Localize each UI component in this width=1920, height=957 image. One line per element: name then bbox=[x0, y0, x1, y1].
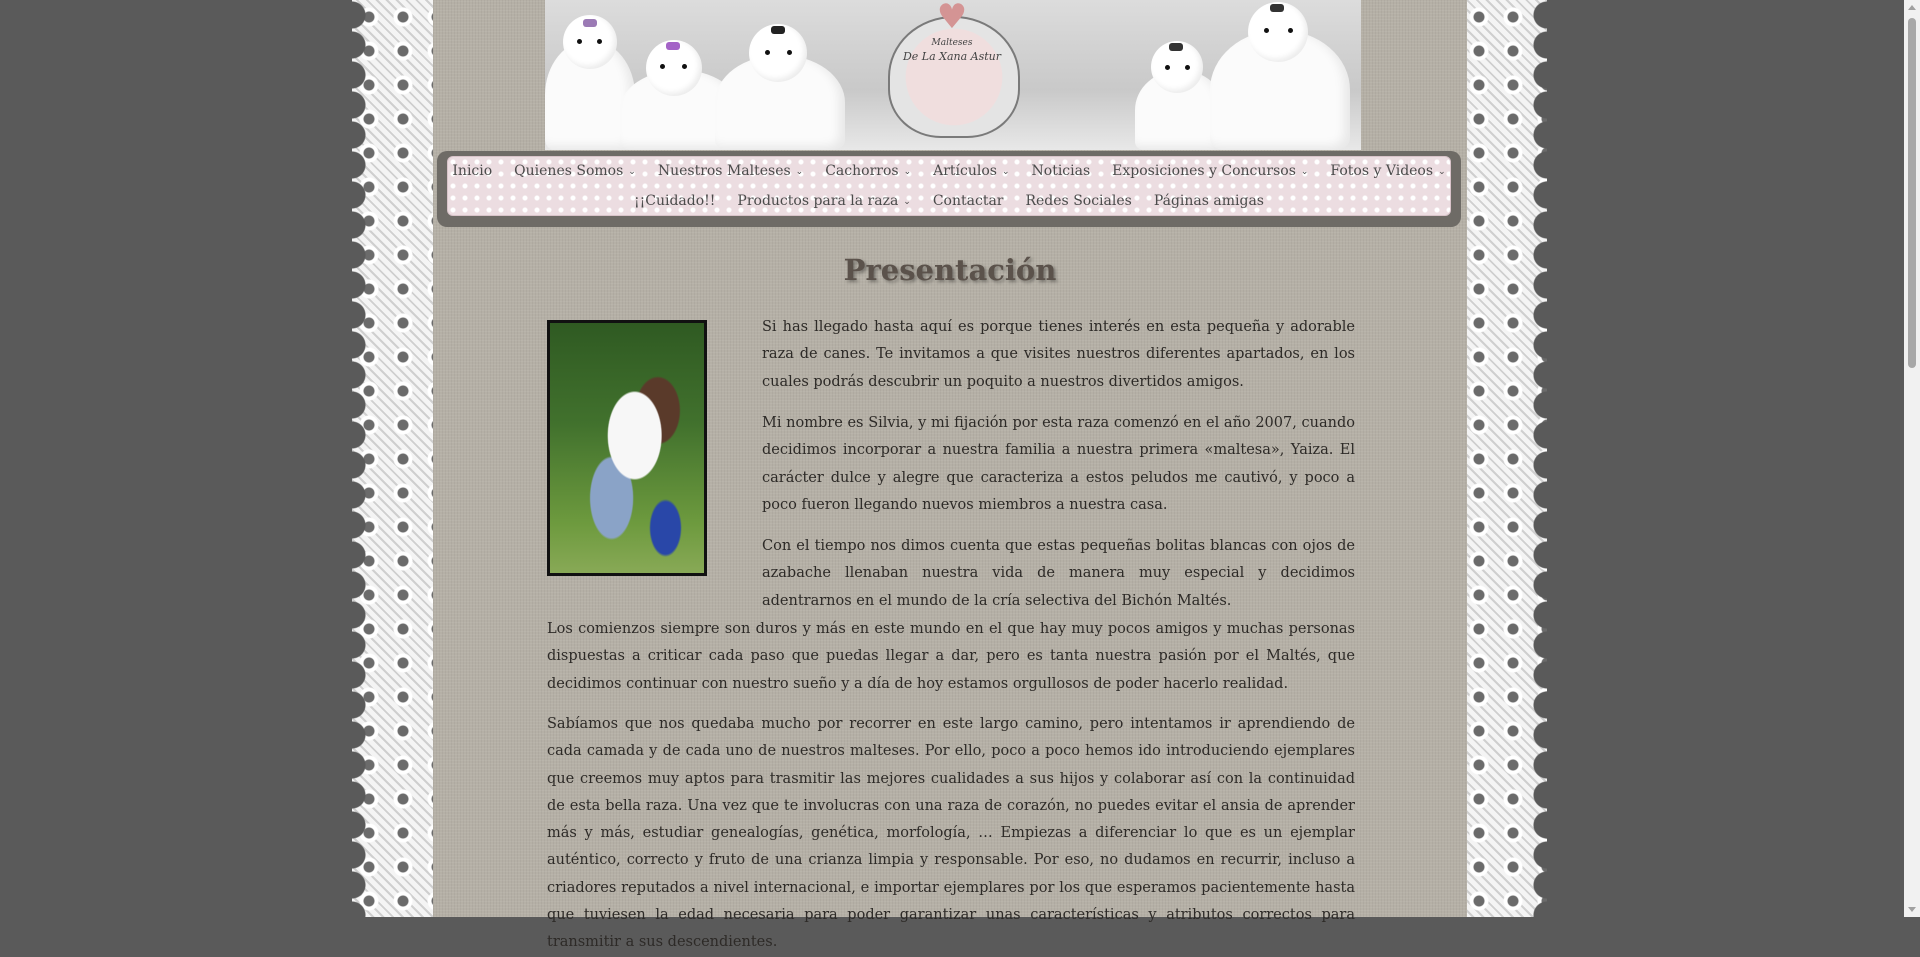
lace-border-right bbox=[1462, 0, 1547, 917]
nav-label: Artículos bbox=[933, 163, 997, 179]
heart-icon: ♥ bbox=[936, 0, 968, 37]
chevron-down-icon: ⌄ bbox=[1438, 167, 1446, 177]
nav-label: Redes Sociales bbox=[1025, 193, 1132, 209]
nav-item-inicio[interactable] bbox=[441, 160, 503, 182]
chevron-down-icon: ⌄ bbox=[795, 167, 804, 177]
scrollbar-thumb[interactable] bbox=[1908, 18, 1916, 368]
header-banner bbox=[545, 0, 1361, 150]
nav-label: Contactar bbox=[932, 193, 1004, 209]
nav-item-cuidado[interactable] bbox=[623, 190, 726, 212]
owner-with-dog-photo bbox=[547, 320, 707, 576]
nav-label: Inicio bbox=[452, 163, 493, 179]
content-paragraph: Mi nombre es Silvia, y mi fijación por esta raza comenzó en el año 2007, cuando decidimos incorporar a nuestra familia a nuestra primera «maltesa», Yaiza. El carácter dulce y alegre que caracteriza a estos peludos me cautivó, y poco a poco fueron llegando nuevos miembros a nuestra casa. bbox=[762, 415, 1355, 513]
nav-label: Quienes Somos bbox=[514, 163, 624, 179]
content-paragraph: Con el tiempo nos dimos cuenta que estas pequeñas bolitas blancas con ojos de azabache llenaban nuestra vida de manera muy especial y decidimos adentrarnos en el mundo de la cría selectiva del Bichón Maltés. bbox=[762, 538, 1355, 609]
chevron-down-icon: ⌄ bbox=[903, 197, 911, 207]
nav-item-nuestros-malteses[interactable] bbox=[647, 160, 814, 182]
nav-label: Exposiciones y Concursos bbox=[1112, 163, 1296, 179]
nav-label: Noticias bbox=[1031, 163, 1091, 179]
nav-label: ¡¡Cuidado!! bbox=[633, 193, 716, 209]
page-title: Presentación bbox=[843, 253, 1057, 287]
nav-item-noticias[interactable] bbox=[1021, 160, 1102, 182]
nav-row-secondary bbox=[447, 190, 1451, 212]
chevron-down-icon: ⌄ bbox=[1300, 167, 1309, 177]
nav-item-articulos[interactable] bbox=[922, 160, 1020, 182]
nav-row-primary bbox=[447, 160, 1451, 182]
chevron-down-icon: ⌄ bbox=[628, 167, 636, 177]
lace-border-left bbox=[352, 0, 437, 917]
nav-item-productos[interactable] bbox=[726, 190, 921, 212]
nav-label: Fotos y Videos bbox=[1330, 163, 1434, 179]
chevron-down-icon: ⌄ bbox=[1001, 167, 1010, 177]
logo-text-top: Malteses bbox=[931, 38, 973, 48]
nav-item-cachorros[interactable] bbox=[814, 160, 922, 182]
maltese-dog-image bbox=[1210, 0, 1350, 150]
scroll-down-icon[interactable] bbox=[1908, 907, 1916, 912]
scroll-up-icon[interactable] bbox=[1908, 5, 1916, 10]
nav-item-quienes-somos[interactable] bbox=[503, 160, 647, 182]
nav-label: Nuestros Malteses bbox=[657, 163, 791, 179]
nav-label: Productos para la raza bbox=[737, 193, 899, 209]
maltese-dog-image bbox=[715, 20, 845, 150]
nav-item-redes-sociales[interactable] bbox=[1014, 190, 1142, 212]
page-scrollbar[interactable] bbox=[1904, 0, 1920, 917]
content-paragraph: Los comienzos siempre son duros y más en este mundo en el que hay muy pocos amigos y muchas personas dispuestas a criticar cada paso que puedas llegar a dar, pero es tanta nuestra pasión por el Maltés, que decidimos continuar con nuestro sueño y a día de hoy estamos orgullosos de poder hacerlo realidad. bbox=[547, 621, 1355, 692]
logo-text-name: De La Xana Astur bbox=[902, 50, 1002, 63]
intro-paragraph: Si has llegado hasta aquí es porque tienes interés en esta pequeña y adorable raza de canes. Te invitamos a que visites nuestros diferentes apartados, en los cuales podrás descubrir un poquito a nuestros divertidos amigos. bbox=[762, 319, 1355, 390]
nav-item-fotos-videos[interactable] bbox=[1319, 160, 1456, 182]
main-navigation bbox=[437, 151, 1461, 227]
chevron-down-icon: ⌄ bbox=[903, 167, 912, 177]
nav-bar bbox=[447, 156, 1451, 216]
nav-label: Páginas amigas bbox=[1153, 193, 1264, 209]
nav-item-contactar[interactable] bbox=[922, 190, 1015, 212]
site-logo[interactable] bbox=[884, 2, 1020, 148]
nav-item-paginas-amigas[interactable] bbox=[1143, 190, 1275, 212]
content-paragraph: Sabíamos que nos quedaba mucho por recorrer en este largo camino, pero intentamos ir aprendiendo de cada camada y de cada uno de nuestros malteses. Por ello, poco a poco hemos ido introduciendo ejemplares que creemos muy aptos para trasmitir las mejores cualidades a sus hijos y colaborar así con la continuidad de esta bella raza. Una vez que te involucras con una raza de corazón, no puedes evitar el ansia de aprender más y más, estudiar genealogías, genética, morfología, … Empiezas a diferenciar lo que es un ejemplar auténtico, correcto y fruto de una crianza limpia y responsable. Por eso, no dudamos en recurrir, incluso a criadores reputados a nivel internacional, e importar ejemplares por los que esperamos pacientemente hasta que tuviesen la edad necesaria para poder garantizar unas características y atributos correctos para transmitir a sus descendientes. bbox=[547, 716, 1355, 951]
nav-item-exposiciones[interactable] bbox=[1101, 160, 1319, 182]
nav-label: Cachorros bbox=[825, 163, 899, 179]
page-container bbox=[433, 0, 1467, 951]
